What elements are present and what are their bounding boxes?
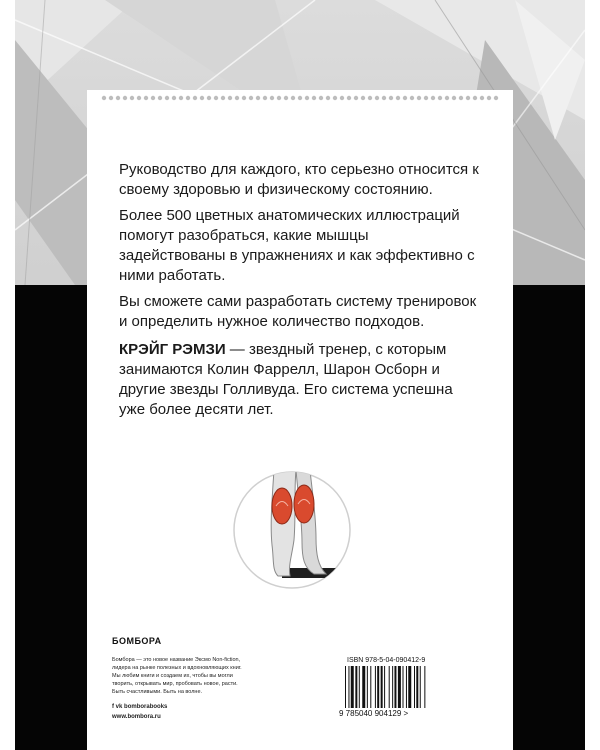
perforation-dot xyxy=(298,96,302,100)
barcode-bar xyxy=(370,666,371,708)
perforation-dot xyxy=(375,96,379,100)
perforation-dot xyxy=(389,96,393,100)
perforation-dot xyxy=(403,96,407,100)
perforation-dot xyxy=(165,96,169,100)
perforation-dot xyxy=(333,96,337,100)
barcode-bar xyxy=(377,666,379,708)
perforation-dot xyxy=(109,96,113,100)
barcode-digits: 9 785040 904129 > xyxy=(339,709,409,718)
perforation-dot xyxy=(410,96,414,100)
barcode-bar xyxy=(345,666,346,708)
perforation-dot xyxy=(361,96,365,100)
perforation-dot xyxy=(326,96,330,100)
perforation-dot xyxy=(186,96,190,100)
perforation-dot xyxy=(137,96,141,100)
perforation-dot xyxy=(284,96,288,100)
book-back-cover xyxy=(15,0,585,750)
perforation-dot xyxy=(270,96,274,100)
perforation-dot xyxy=(172,96,176,100)
barcode-bar xyxy=(392,666,393,708)
perforation-dot xyxy=(438,96,442,100)
perforation-dot xyxy=(193,96,197,100)
barcode-bar xyxy=(348,666,349,708)
perforation-dot xyxy=(228,96,232,100)
perforation-dot xyxy=(396,96,400,100)
perforation-dot xyxy=(417,96,421,100)
perforation-dot xyxy=(340,96,344,100)
perforation-dot xyxy=(347,96,351,100)
perforation-dot xyxy=(123,96,127,100)
barcode-bar xyxy=(381,666,383,708)
perforation-dot xyxy=(424,96,428,100)
program-paragraph: Вы сможете сами разработать систему тренировок и определить нужное количество подходов. xyxy=(119,293,477,330)
barcode-bar xyxy=(362,666,365,708)
barcode-bar xyxy=(420,666,421,708)
perforation-dot xyxy=(354,96,358,100)
perforation-dot xyxy=(466,96,470,100)
perforation-dot xyxy=(235,96,239,100)
perforation-dot xyxy=(179,96,183,100)
barcode-bar xyxy=(398,666,401,708)
perforation-dot xyxy=(291,96,295,100)
perforation-dot xyxy=(445,96,449,100)
calf-muscles-illustration xyxy=(232,470,352,590)
barcode-bar xyxy=(367,666,368,708)
author-paragraph xyxy=(119,340,479,420)
perforation-dots xyxy=(101,94,501,102)
publisher-line: Быть счастливыми. Быть на волне. xyxy=(112,689,203,695)
perforation-dot xyxy=(305,96,309,100)
publisher-logo: БОМБОРА xyxy=(112,636,162,646)
publisher-website: www.bombora.ru xyxy=(112,714,161,720)
barcode-bar xyxy=(406,666,407,708)
perforation-dot xyxy=(144,96,148,100)
intro-paragraph: Руководство для каждого, кто серьезно относится к своему здоровью и физическому состоянию. xyxy=(119,161,479,198)
publisher-line: творить, открывать мир, пробовать новое, расти. xyxy=(112,681,238,687)
barcode-bar xyxy=(414,666,415,708)
barcode-bar xyxy=(403,666,404,708)
illustrations-paragraph: Более 500 цветных анатомических иллюстраций помогут разобраться, какие мышцы задействованы в упражнениях и как эффективно с ними работать. xyxy=(119,207,475,284)
vk-icon: vk xyxy=(115,704,123,710)
facebook-icon: f xyxy=(112,704,114,710)
perforation-dot xyxy=(480,96,484,100)
barcode-bar xyxy=(408,666,411,708)
perforation-dot xyxy=(263,96,267,100)
barcode-bar xyxy=(359,666,360,708)
publisher-line: лидера на рынке полезных и вдохновляющих книг. xyxy=(112,665,242,671)
perforation-dot xyxy=(221,96,225,100)
perforation-dot xyxy=(151,96,155,100)
barcode-bar xyxy=(416,666,418,708)
perforation-dot xyxy=(382,96,386,100)
barcode-bar xyxy=(351,666,354,708)
barcode-bar xyxy=(375,666,376,708)
perforation-dot xyxy=(102,96,106,100)
perforation-dot xyxy=(207,96,211,100)
perforation-dot xyxy=(473,96,477,100)
barcode-bar xyxy=(424,666,425,708)
barcode-bar xyxy=(384,666,385,708)
barcode xyxy=(337,666,477,718)
barcode-bar xyxy=(394,666,396,708)
perforation-dot xyxy=(459,96,463,100)
perforation-dot xyxy=(487,96,491,100)
publisher-line: Мы любим книги и создаем их, чтобы вы могли xyxy=(112,673,233,679)
isbn-label: ISBN 978-5-04-090412-9 xyxy=(347,657,426,664)
perforation-dot xyxy=(277,96,281,100)
publisher-line: Бомбора — это новое название Эксмо Non-fiction, xyxy=(112,657,241,663)
perforation-dot xyxy=(256,96,260,100)
perforation-dot xyxy=(368,96,372,100)
publisher-description xyxy=(112,656,312,696)
perforation-dot xyxy=(214,96,218,100)
social-links xyxy=(112,704,167,710)
perforation-dot xyxy=(494,96,498,100)
perforation-dot xyxy=(130,96,134,100)
description-panel xyxy=(87,90,513,750)
perforation-dot xyxy=(431,96,435,100)
perforation-dot xyxy=(249,96,253,100)
perforation-dot xyxy=(452,96,456,100)
perforation-dot xyxy=(116,96,120,100)
perforation-dot xyxy=(319,96,323,100)
social-handle: bomborabooks xyxy=(124,704,168,710)
perforation-dot xyxy=(312,96,316,100)
author-name: КРЭЙГ РЭМЗИ xyxy=(119,341,226,358)
barcode-bar xyxy=(355,666,357,708)
barcode-bar xyxy=(389,666,390,708)
perforation-dot xyxy=(158,96,162,100)
author-bio: — звездный тренер, с которым занимаются Колин Фаррелл, Шарон Осборн и другие звезды Голливуда. Его система успешна уже более десяти лет. xyxy=(119,341,453,418)
perforation-dot xyxy=(242,96,246,100)
perforation-dot xyxy=(200,96,204,100)
